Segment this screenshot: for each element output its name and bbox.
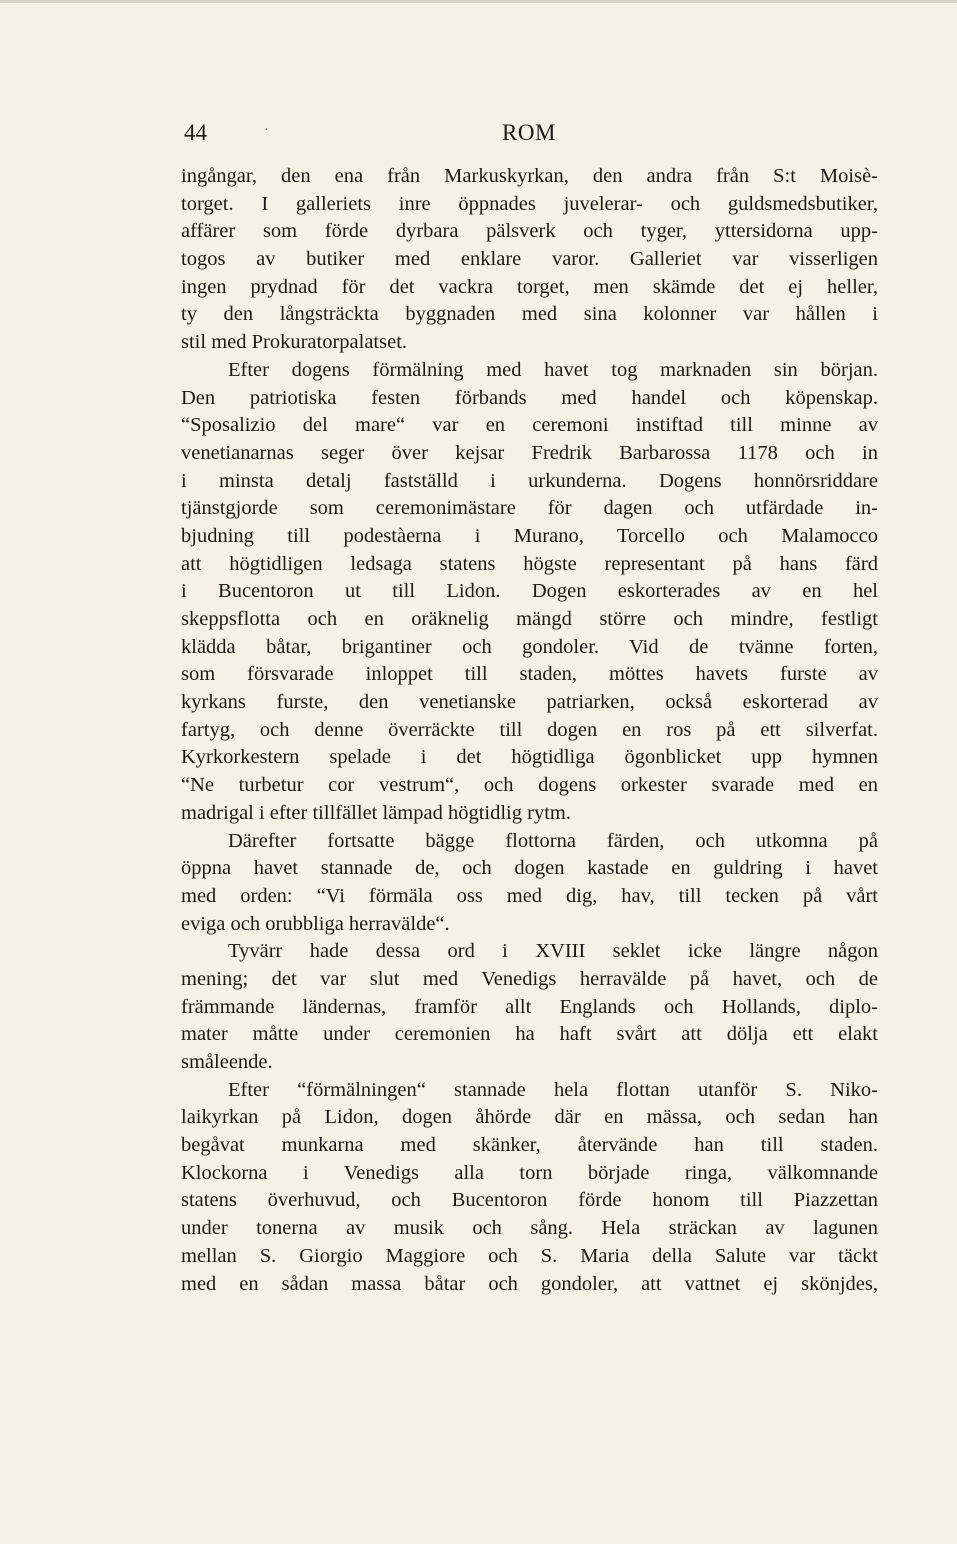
text-line: “Sposalizio del mare“ var en ceremoni instiftad till minne av [181,414,878,437]
text-line: mening; det var slut med Venedigs herravälde på havet, och de [181,967,878,990]
text-line: Den patriotiska festen förbands med handel och köpenskap. [181,386,878,409]
text-line: under tonerna av musik och sång. Hela sträckan av lagunen [181,1217,878,1240]
text-line: öppna havet stannade de, och dogen kastade en guldring i havet [181,857,878,880]
text-line: i minsta detalj fastställd i urkunderna. Dogens honnörsriddare [181,469,878,492]
text-line: kyrkans furste, den venetianske patriarken, också eskorterad av [181,691,878,714]
body-text [181,163,878,1298]
text-line: Klockorna i Venedigs alla torn började ringa, välkomnande [181,1161,878,1184]
text-line: fartyg, och denne överräckte till dogen en ros på ett silverfat. [181,718,878,741]
text-line: Efter dogens förmälning med havet tog marknaden sin början. [228,358,878,381]
text-line: främmande ländernas, framför allt Englands och Hollands, diplo- [181,995,878,1018]
text-line: ty den långsträckta byggnaden med sina kolonner var hållen i [181,303,878,326]
text-line: torget. I galleriets inre öppnades juvelerar- och guldsmedsbutiker, [181,192,878,215]
text-line: “Ne turbetur cor vestrum“, och dogens orkester svarade med en [181,774,878,797]
text-line: Efter “förmälningen“ stannade hela flottan utanför S. Niko- [228,1078,878,1101]
running-head: ROM [502,120,556,145]
text-line: klädda båtar, brigantiner och gondoler. Vid de tvänne forten, [181,635,878,658]
text-line: mater måtte under ceremonien ha haft svårt att dölja ett elakt [181,1023,878,1046]
text-line: affärer som förde dyrbara pälsverk och tyger, yttersidorna upp- [181,220,878,243]
text-line: småleende. [181,1051,273,1073]
text-line: i Bucentoron ut till Lidon. Dogen eskorterades av en hel [181,580,878,603]
text-line: med orden: “Vi förmäla oss med dig, hav, till tecken på vårt [181,884,878,907]
text-line: eviga och orubbliga herravälde“. [181,912,450,935]
text-line: stil med Prokuratorpalatset. [181,331,408,354]
text-line: togos av butiker med enklare varor. Galleriet var visserligen [181,248,878,271]
text-line: Därefter fortsatte bägge flottorna färden, och utkomna på [228,829,878,852]
text-line: som försvarade inloppet till staden, möttes havets furste av [181,663,878,686]
text-line: med en sådan massa båtar och gondoler, att vattnet ej skönjdes, [181,1272,878,1295]
text-line: mellan S. Giorgio Maggiore och S. Maria della Salute var täckt [181,1244,878,1267]
text-line: laikyrkan på Lidon, dogen åhörde där en mässa, och sedan han [181,1106,878,1129]
text-line: bjudning till podestàerna i Murano, Torcello och Malamocco [181,524,878,547]
text-line: statens överhuvud, och Bucentoron förde honom till Piazzettan [181,1189,878,1212]
text-line: ingen prydnad för det vackra torget, men skämde det ej heller, [181,275,878,298]
text-line: att högtidligen ledsaga statens högste representant på hans färd [181,552,878,575]
text-line: skeppsflotta och en oräknelig mängd större och mindre, festligt [181,608,878,630]
text-line: tjänstgjorde som ceremonimästare för dagen och utfärdade in- [181,497,878,520]
text-line: Kyrkorkestern spelade i det högtidliga ögonblicket upp hymnen [181,746,878,769]
text-line: ingångar, den ena från Markuskyrkan, den andra från S:t Moisè- [181,165,878,187]
page-header [184,116,878,150]
page-number: 44 [184,120,207,145]
page-top-edge [0,0,957,3]
text-line: venetianarnas seger över kejsar Fredrik Barbarossa 1178 och in [181,441,878,464]
text-line: begåvat munkarna med skänker, återvände han till staden. [181,1134,878,1157]
text-line: Tyvärr hade dessa ord i XVIII seklet icke längre någon [228,940,878,963]
text-line: madrigal i efter tillfället lämpad högtidlig rytm. [181,801,571,824]
header-ornament: · [264,123,269,138]
